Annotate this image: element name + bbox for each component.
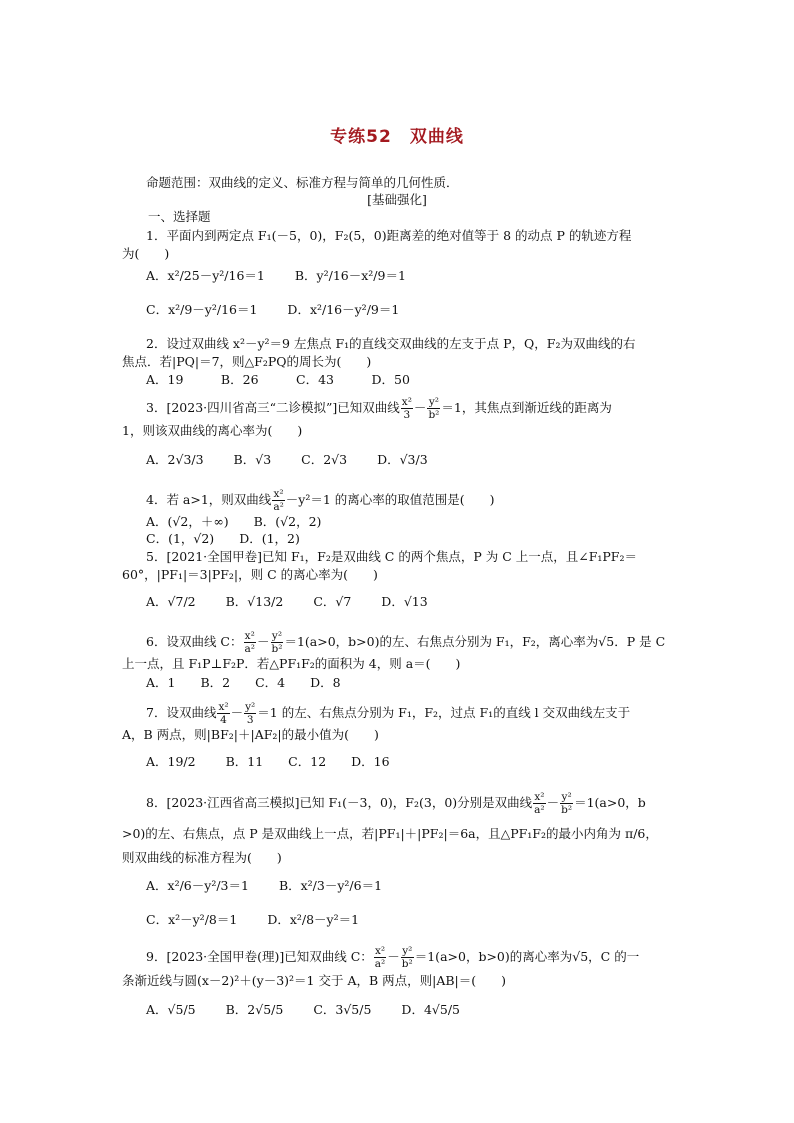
q4-fraction: $\frac{\text{x²}}{\text{a²}}$ [273, 488, 284, 513]
section-tag: [基础强化] [367, 192, 427, 207]
q2-stem-line2: 焦点．若|PQ|＝7，则△F₂PQ的周长为( ) [122, 354, 372, 369]
q8-stem-line3: 则双曲线的标准方程为( ) [122, 850, 282, 865]
q8-options-row1 [146, 878, 408, 894]
q1-option-c: C．x²/9－y²/16＝1 [146, 302, 258, 317]
part-heading: 一、选择题 [148, 209, 211, 224]
q5-stem-line2: 60°，|PF₁|＝3|PF₂|，则 C 的离心率为( ) [122, 567, 378, 582]
q3-stem-line1: 3．[2023·四川省高三“二诊模拟”]已知双曲线 $\frac{\text{x²}}{3}$ － $\frac{\text{y²}}{\text{b²}}$ ＝1，其焦点到渐近线的距离为 [146, 396, 612, 421]
q7-fraction-y: $\frac{\text{y²}}{3}$ [245, 701, 256, 726]
q4-options-row1: A．(√2，＋∞) B．(√2，2) [146, 514, 322, 529]
q8-stem-angle: π/6 [624, 826, 646, 841]
q3-stem-part1: 3．[2023·四川省高三“二诊模拟”]已知双曲线 [146, 400, 400, 415]
q7-fraction-x: $\frac{\text{x²}}{4}$ [218, 701, 229, 726]
q8-option-b: B．x²/3－y²/6＝1 [278, 878, 383, 893]
q1-option-a: A．x²/25－y²/16＝1 [146, 268, 265, 283]
scope-line: 命题范围：双曲线的定义、标准方程与简单的几何性质． [146, 175, 459, 190]
q8-option-c: C．x²－y²/8＝1 [146, 912, 238, 927]
q5-option-b: B．√13/2 [225, 594, 284, 609]
q7-option-a: A．19/2 [146, 754, 196, 769]
q9-option-d: D．4√5/5 [401, 1002, 460, 1017]
q9-fraction-y: $\frac{\text{y²}}{\text{b²}}$ [401, 945, 413, 970]
q1-stem-line1: 1．平面内到两定点 F₁(－5，0)，F₂(5，0)距离差的绝对值等于 8 的动点 P 的轨迹方程 [146, 228, 632, 243]
q8-stem-line2: >0)的左、右焦点，点 P 是双曲线上一点，若|PF₁|＋|PF₂|＝6a，且△PF₁F₂的最小内角为 π/6， [122, 826, 658, 841]
q5-options [146, 594, 454, 610]
q3-option-a: A．2√3/3 [146, 452, 204, 467]
q8-option-d: D．x²/8－y²＝1 [267, 912, 360, 927]
q3-stem-line2: 1，则该双曲线的离心率为( ) [122, 423, 303, 438]
q4-stem [146, 488, 495, 513]
q5-stem-line1: 5．[2021·全国甲卷]已知 F₁，F₂是双曲线 C 的两个焦点，P 为 C 上一点，且∠F₁PF₂＝ [146, 549, 637, 564]
q7-stem-line2: A，B 两点，则|BF₂|＋|AF₂|的最小值为( ) [122, 727, 379, 742]
q3-options [146, 452, 454, 468]
q2-stem-line1: 2．设过双曲线 x²－y²＝9 左焦点 F₁的直线交双曲线的左支于点 P，Q，F₂为双曲线的右 [146, 336, 636, 351]
q8-fraction-y: $\frac{\text{y²}}{\text{b²}}$ [561, 791, 573, 816]
q6-stem-line2: 上一点，且 F₁P⊥F₂P．若△PF₁F₂的面积为 4，则 a＝( ) [122, 656, 461, 671]
q6-stem-part1: 6．设双曲线 C： [146, 634, 243, 649]
q8-fraction-x: $\frac{\text{x²}}{\text{a²}}$ [534, 791, 545, 816]
q2-options: A．19 B．26 C．43 D．50 [146, 372, 410, 387]
q6-fraction-y: $\frac{\text{y²}}{\text{b²}}$ [271, 630, 283, 655]
q7-stem-part1: 7．设双曲线 [146, 705, 217, 720]
q4-options-row2: C．(1，√2) D．(1，2) [146, 531, 300, 546]
q1-options-row2 [146, 302, 425, 318]
q3-fraction-x: $\frac{\text{x²}}{3}$ [401, 396, 412, 421]
page-title: 专练52 双曲线 [330, 127, 464, 147]
q9-stem-line1: 9．[2023·全国甲卷(理)]已知双曲线 C： $\frac{\text{x²}}{\text{a²}}$ － $\frac{\text{y²}}{\text{b²}}$ ＝1(a>0，b>0)的离心率为√5，C 的一 [146, 945, 640, 970]
q9-options [146, 1002, 486, 1018]
q7-options [146, 754, 390, 770]
q9-option-c: C．3√5/5 [313, 1002, 372, 1017]
q8-stem-part1: 8．[2023·江西省高三模拟]已知 F₁(－3，0)，F₂(3，0)分别是双曲线 [146, 795, 533, 810]
q7-stem-part2: ＝1 的左、右焦点分别为 F₁，F₂，过点 F₁的直线 l 交双曲线左支于 [257, 705, 631, 720]
q6-fraction-x: $\frac{\text{x²}}{\text{a²}}$ [244, 630, 255, 655]
q1-option-b: B．y²/16－x²/9＝1 [294, 268, 406, 283]
q9-option-b: B．2√5/5 [225, 1002, 284, 1017]
q1-stem-line2: 为( ) [122, 246, 170, 261]
q7-options-rest: B．11 C．12 D．16 [225, 754, 390, 769]
q3-fraction-y: $\frac{\text{y²}}{\text{b²}}$ [428, 396, 440, 421]
q6-options: A．1 B．2 C．4 D．8 [146, 675, 341, 690]
q3-option-d: D．√3/3 [377, 452, 428, 467]
q3-option-c: C．2√3 [301, 452, 348, 467]
q6-stem-part2: ＝1(a>0，b>0)的左、右焦点分别为 F₁，F₂，离心率为√5．P 是 C [284, 634, 666, 649]
q3-option-b: B．√3 [233, 452, 272, 467]
q9-stem-part1: 9．[2023·全国甲卷(理)]已知双曲线 C： [146, 949, 373, 964]
q8-options-row2 [146, 912, 385, 928]
q1-options-row1 [146, 268, 432, 284]
q9-stem-line2: 条渐近线与圆(x－2)²＋(y－3)²＝1 交于 A，B 两点，则|AB|＝( ) [122, 973, 507, 988]
q6-stem-line1: 6．设双曲线 C： $\frac{\text{x²}}{\text{a²}}$ － $\frac{\text{y²}}{\text{b²}}$ ＝1(a>0，b>0)的左、右焦点分别为 F₁，F₂，离心率为√5．P 是 C [146, 630, 666, 655]
q1-option-d: D．x²/16－y²/9＝1 [287, 302, 400, 317]
q9-fraction-x: $\frac{\text{x²}}{\text{a²}}$ [374, 945, 386, 970]
q8-stem-line1: 8．[2023·江西省高三模拟]已知 F₁(－3，0)，F₂(3，0)分别是双曲线 $\frac{\text{x²}}{\text{a²}}$ － $\frac{\text{y²}}{\text{b²}}$ ＝1(a>0，b [146, 791, 646, 816]
q4-stem-part2: －y²＝1 的离心率的取值范围是( ) [285, 492, 495, 507]
q8-stem-part2: ＝1(a>0，b [574, 795, 646, 810]
q8-stem-part3: >0)的左、右焦点，点 P 是双曲线上一点，若|PF₁|＋|PF₂|＝6a，且△PF₁F₂的最小内角为 [122, 826, 621, 841]
q5-option-a: A．√7/2 [146, 594, 196, 609]
q3-stem-part2: ＝1，其焦点到渐近线的距离为 [441, 400, 612, 415]
q9-stem-part2: ＝1(a>0，b>0)的离心率为√5，C 的一 [414, 949, 640, 964]
q4-stem-part1: 4．若 a>1，则双曲线 [146, 492, 272, 507]
q5-option-c: C．√7 [313, 594, 352, 609]
q8-option-a: A．x²/6－y²/3＝1 [146, 878, 249, 893]
q5-option-d: D．√13 [381, 594, 428, 609]
q7-stem-line1: 7．设双曲线 $\frac{\text{x²}}{4}$ － $\frac{\text{y²}}{3}$ ＝1 的左、右焦点分别为 F₁，F₂，过点 F₁的直线 l 交双曲线左支于 [146, 701, 631, 726]
q9-option-a: A．√5/5 [146, 1002, 196, 1017]
